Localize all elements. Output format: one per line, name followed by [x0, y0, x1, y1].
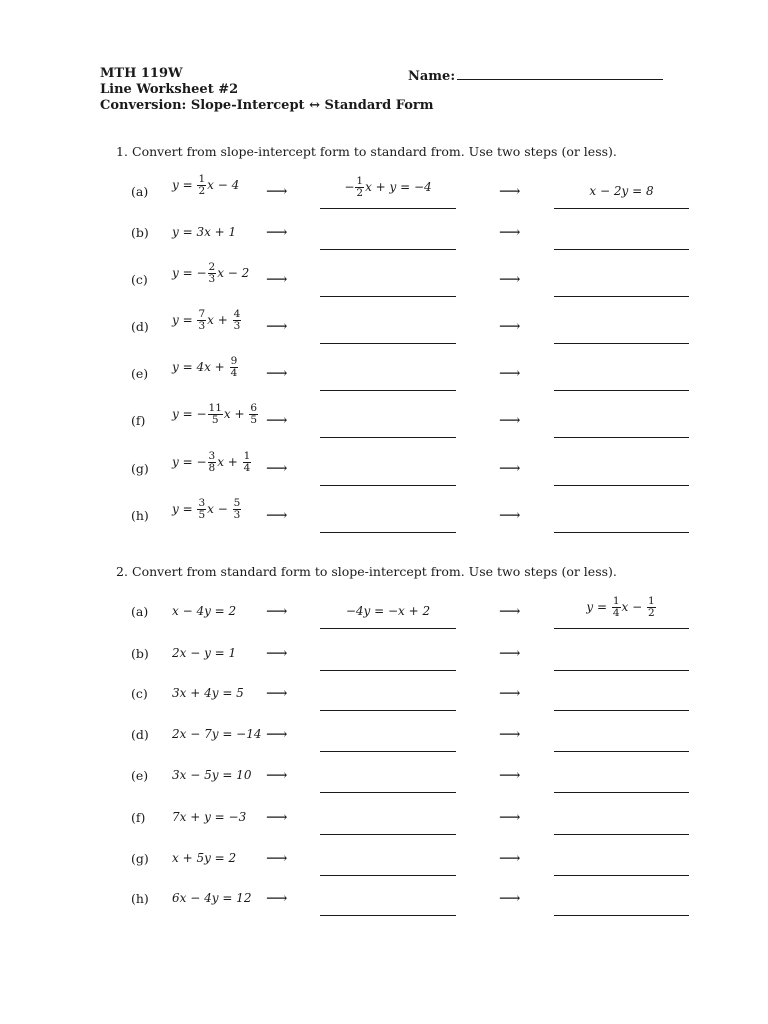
arrow-icon: ⟶ [266, 364, 288, 382]
arrow-icon: ⟶ [266, 223, 288, 241]
arrow-icon: ⟶ [266, 459, 288, 477]
answer-blank-step2[interactable] [554, 792, 689, 793]
arrow-icon: ⟶ [266, 766, 288, 784]
answer-blank-step1[interactable] [320, 390, 456, 391]
example-step1: − $\frac{1}{2}$ x + y = −4 [344, 175, 432, 199]
part1-instruction-text: Convert from slope-intercept form to standard from. Use two steps (or less). [132, 144, 617, 159]
arrow-icon: ⟶ [499, 364, 521, 382]
answer-blank-step1[interactable] [320, 915, 456, 916]
course-title: MTH 119W [100, 66, 183, 81]
part2-row-c [0, 684, 768, 728]
worksheet-title: Line Worksheet #2 [100, 82, 239, 97]
arrow-icon: ⟶ [499, 849, 521, 867]
name-label: Name: [408, 69, 456, 84]
item-label: (g) [131, 851, 149, 866]
name-blank[interactable] [457, 66, 663, 80]
answer-blank-step2[interactable] [554, 208, 689, 209]
problem-equation: 3x − 5y = 10 [172, 768, 252, 782]
part1-instruction [116, 144, 617, 159]
answer-blank-step2[interactable] [554, 710, 689, 711]
arrow-icon: ⟶ [499, 317, 521, 335]
arrow-icon: ⟶ [266, 808, 288, 826]
part2-instruction [116, 564, 617, 579]
arrow-icon: ⟶ [266, 889, 288, 907]
part1-row-b [0, 223, 768, 267]
name-field[interactable] [408, 66, 663, 84]
answer-blank-step2[interactable] [554, 875, 689, 876]
arrow-icon: ⟶ [266, 317, 288, 335]
example-step1: −4y = −x + 2 [345, 604, 431, 618]
answer-blank-step2[interactable] [554, 296, 689, 297]
problem-equation: x − 4y = 2 [172, 604, 237, 618]
example-step2: x − 2y = 8 [589, 184, 654, 198]
item-label: (d) [131, 727, 149, 742]
item-label: (b) [131, 225, 149, 240]
problem-equation: 2x − y = 1 [172, 646, 237, 660]
part2-row-h [0, 889, 768, 933]
example-step2: y = $\frac{1}{4}$ x − $\frac{1}{2}$ [586, 595, 655, 619]
part2-row-a [0, 595, 768, 646]
part2-row-g [0, 849, 768, 893]
part1-row-a [0, 173, 768, 226]
answer-blank-step1[interactable] [320, 710, 456, 711]
problem-equation: x + 5y = 2 [172, 851, 237, 865]
arrow-icon: ⟶ [266, 411, 288, 429]
item-label: (b) [131, 646, 149, 661]
answer-blank-step1[interactable] [320, 343, 456, 344]
arrow-icon: ⟶ [499, 684, 521, 702]
item-label: (e) [131, 366, 149, 381]
topic-title: Conversion: Slope-Intercept ↔ Standard Form [100, 98, 434, 113]
part2-number: 2. [116, 564, 128, 579]
item-label: (a) [131, 604, 149, 619]
part2-row-b [0, 644, 768, 688]
part2-row-d [0, 725, 768, 769]
answer-blank-step2[interactable] [554, 751, 689, 752]
answer-blank-step1[interactable] [320, 792, 456, 793]
answer-blank-step1[interactable] [320, 296, 456, 297]
problem-equation: y = $\frac{7}{3}$ x + $\frac{4}{3}$ [172, 308, 241, 332]
arrow-icon: ⟶ [499, 459, 521, 477]
part1-row-c [0, 261, 768, 314]
arrow-icon: ⟶ [266, 725, 288, 743]
answer-blank-step1[interactable] [320, 670, 456, 671]
item-label: (e) [131, 768, 149, 783]
item-label: (f) [131, 413, 146, 428]
arrow-icon: ⟶ [266, 270, 288, 288]
part1-row-f [0, 402, 768, 455]
answer-blank-step2[interactable] [554, 249, 689, 250]
arrow-icon: ⟶ [499, 644, 521, 662]
answer-blank-step2[interactable] [554, 532, 689, 533]
problem-equation: 7x + y = −3 [172, 810, 247, 824]
arrow-icon: ⟶ [499, 506, 521, 524]
answer-blank-step1[interactable] [320, 437, 456, 438]
arrow-icon: ⟶ [266, 849, 288, 867]
arrow-icon: ⟶ [266, 684, 288, 702]
arrow-icon: ⟶ [499, 766, 521, 784]
arrow-icon: ⟶ [499, 808, 521, 826]
arrow-icon: ⟶ [499, 602, 521, 620]
item-label: (a) [131, 184, 149, 199]
problem-equation: y = − $\frac{2}{3}$ x − 2 [172, 261, 250, 285]
problem-equation: 2x − 7y = −14 [172, 727, 262, 741]
item-label: (g) [131, 461, 149, 476]
answer-blank-step2[interactable] [554, 670, 689, 671]
answer-blank-step2[interactable] [554, 343, 689, 344]
answer-blank-step1[interactable] [320, 875, 456, 876]
problem-equation: 6x − 4y = 12 [172, 891, 252, 905]
item-label: (h) [131, 891, 149, 906]
item-label: (h) [131, 508, 149, 523]
part2-row-f [0, 808, 768, 852]
part1-row-d [0, 308, 768, 361]
problem-equation: y = − $\frac{3}{8}$ x + $\frac{1}{4}$ [172, 450, 251, 474]
arrow-icon: ⟶ [499, 411, 521, 429]
answer-blank-step1[interactable] [320, 249, 456, 250]
item-label: (c) [131, 272, 148, 287]
problem-equation: 3x + 4y = 5 [172, 686, 244, 700]
arrow-icon: ⟶ [499, 223, 521, 241]
answer-blank-step2[interactable] [554, 437, 689, 438]
part1-number: 1. [116, 144, 128, 159]
item-label: (f) [131, 810, 146, 825]
part1-row-h [0, 497, 768, 550]
arrow-icon: ⟶ [266, 506, 288, 524]
answer-blank-step1[interactable] [320, 628, 456, 629]
arrow-icon: ⟶ [266, 602, 288, 620]
arrow-icon: ⟶ [266, 644, 288, 662]
answer-blank-step1[interactable] [320, 834, 456, 835]
problem-equation: y = − $\frac{11}{5}$ x + $\frac{6}{5}$ [172, 402, 258, 426]
problem-equation: y = $\frac{1}{2}$ x − 4 [172, 173, 240, 197]
arrow-icon: ⟶ [499, 725, 521, 743]
part1-row-e [0, 355, 768, 408]
arrow-icon: ⟶ [499, 182, 521, 200]
problem-equation: y = $\frac{3}{5}$ x − $\frac{5}{3}$ [172, 497, 241, 521]
item-label: (c) [131, 686, 148, 701]
part1-row-g [0, 450, 768, 503]
arrow-icon: ⟶ [499, 889, 521, 907]
part2-instruction-text: Convert from standard form to slope-intercept from. Use two steps (or less). [132, 564, 617, 579]
arrow-icon: ⟶ [499, 270, 521, 288]
arrow-icon: ⟶ [266, 182, 288, 200]
answer-blank-step1[interactable] [320, 485, 456, 486]
answer-blank-step1[interactable] [320, 208, 456, 209]
answer-blank-step2[interactable] [554, 628, 689, 629]
answer-blank-step2[interactable] [554, 390, 689, 391]
header-block [100, 66, 434, 114]
problem-equation: y = 3x + 1 [172, 225, 237, 239]
answer-blank-step2[interactable] [554, 834, 689, 835]
answer-blank-step1[interactable] [320, 532, 456, 533]
answer-blank-step1[interactable] [320, 751, 456, 752]
answer-blank-step2[interactable] [554, 485, 689, 486]
part2-row-e [0, 766, 768, 810]
item-label: (d) [131, 319, 149, 334]
answer-blank-step2[interactable] [554, 915, 689, 916]
problem-equation: y = 4x + $\frac{9}{4}$ [172, 355, 238, 379]
